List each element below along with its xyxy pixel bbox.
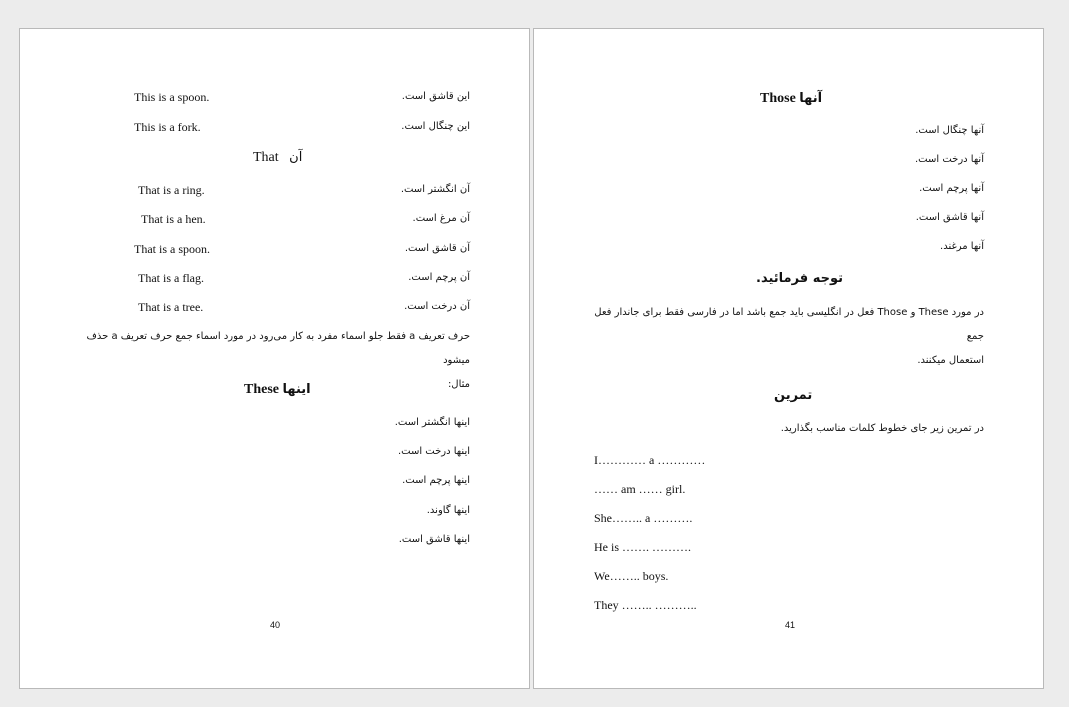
page-41 <box>533 28 1044 689</box>
persian-sentence: آن مرغ است. <box>412 213 470 224</box>
exercise-line: He is ……. ………. <box>594 540 691 554</box>
english-sentence: That is a spoon. <box>134 242 210 256</box>
page-40 <box>19 28 530 689</box>
those-line: آنها چنگال است. <box>915 125 984 136</box>
persian-sentence: آن انگشتر است. <box>400 184 470 195</box>
those-line: آنها پرچم است. <box>919 183 984 194</box>
these-line: اینها قاشق است. <box>398 534 470 545</box>
persian-sentence: این قاشق است. <box>401 91 470 102</box>
exercise-line: She…….. a ………. <box>594 511 693 525</box>
page-number: 40 <box>270 620 281 630</box>
exercise-line: They …….. ……….. <box>594 598 697 612</box>
that-heading <box>253 148 302 168</box>
heading-english: Those <box>760 91 796 106</box>
exercise-line: We…….. boys. <box>594 569 669 583</box>
note-text: حرف تعریف a فقط جلو اسماء مفرد به کار می‌رود در مورد اسماء جمع حرف تعریف a حذف میشود <box>86 331 470 366</box>
these-line: اینها انگشتر است. <box>394 417 470 428</box>
english-sentence: This is a fork. <box>134 120 201 134</box>
these-line: اینها درخت است. <box>397 446 470 457</box>
persian-sentence: این چنگال است. <box>401 121 470 132</box>
those-line: آنها مرغند. <box>940 241 984 252</box>
these-line: اینها پرچم است. <box>402 475 470 486</box>
english-sentence: That is a ring. <box>138 183 205 197</box>
english-sentence: That is a tree. <box>138 300 204 314</box>
exercise-line: I………… a ………… <box>594 453 706 467</box>
persian-sentence: آن درخت است. <box>404 301 470 312</box>
persian-sentence: آن قاشق است. <box>404 243 470 254</box>
example-label: مثال: <box>447 379 470 390</box>
sentence-pair <box>20 297 529 317</box>
sentence-pair <box>20 209 529 229</box>
those-line: آنها قاشق است. <box>915 212 984 223</box>
sentence-pair <box>20 239 529 259</box>
attention-line: در مورد These و Those فعل در انگلیسی باید جمع باشد اما در فارسی فقط برای جاندار فعل جمع <box>594 307 984 342</box>
these-heading <box>244 380 311 400</box>
heading-persian: آنها <box>799 91 823 106</box>
attention-paragraph <box>584 301 984 373</box>
heading-persian: اینها <box>282 382 311 397</box>
english-sentence: This is a spoon. <box>134 90 210 104</box>
page-number: 41 <box>785 620 796 630</box>
sentence-pair <box>20 117 529 137</box>
those-line: آنها درخت است. <box>914 154 984 165</box>
those-heading <box>760 89 822 109</box>
english-sentence: That is a flag. <box>138 271 204 285</box>
attention-heading <box>756 269 843 289</box>
english-sentence: That is a hen. <box>141 212 206 226</box>
exercise-instruction: در تمرین زیر جای خطوط کلمات مناسب بگذارید. <box>780 423 984 434</box>
sentence-pair <box>20 180 529 200</box>
heading-english: That <box>253 150 279 165</box>
heading-english: These <box>244 382 279 397</box>
sentence-pair <box>20 87 529 107</box>
exercise-line: …… am …… girl. <box>594 482 686 496</box>
heading-persian: آن <box>289 150 303 165</box>
persian-sentence: آن پرچم است. <box>408 272 470 283</box>
attention-line: استعمال میکنند. <box>917 355 984 366</box>
these-line: اینها گاوند. <box>426 505 470 516</box>
exercise-heading-text: تمرین <box>774 388 813 403</box>
attention-heading-text: توجه فرمائید. <box>756 271 843 286</box>
exercise-heading <box>774 386 812 406</box>
sentence-pair <box>20 268 529 288</box>
